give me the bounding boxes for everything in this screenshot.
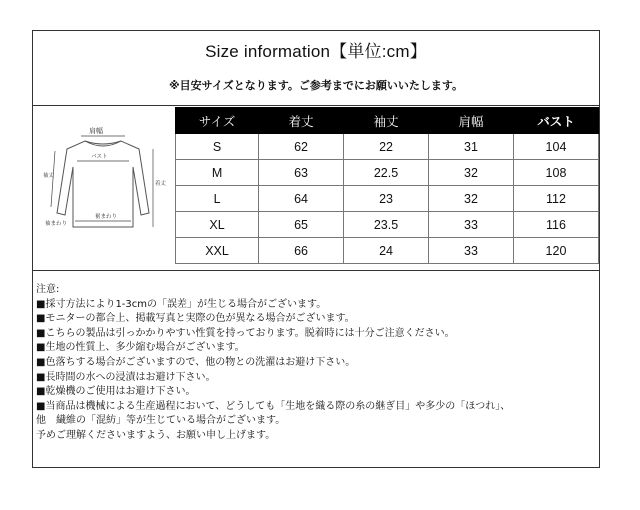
- header-sleeve: 袖丈: [343, 108, 428, 134]
- page-title: Size information【単位:cm】: [205, 42, 427, 61]
- cell-length: 64: [259, 186, 344, 212]
- cell-sleeve: 23.5: [343, 212, 428, 238]
- cell-shoulder: 31: [429, 134, 514, 160]
- cell-sleeve: 24: [343, 238, 428, 264]
- note-item: 他 繊維の「混紡」等が生じている場合がございます。: [36, 415, 286, 427]
- note-item: ■モニターの都合上、掲載写真と実際の色が異なる場合がございます。: [36, 313, 355, 325]
- cell-bust: 116: [513, 212, 598, 238]
- diagram-label-sleeve: 袖丈: [43, 173, 55, 179]
- cell-bust: 120: [513, 238, 598, 264]
- table-row: [176, 160, 599, 186]
- page-subtitle: ※目安サイズとなります。ご参考までにお願いいたします。: [168, 79, 464, 92]
- note-item: ■乾燥機のご使用はお避け下さい。: [36, 386, 196, 398]
- cell-sleeve: 23: [343, 186, 428, 212]
- cell-size: S: [176, 134, 259, 160]
- header-section: [33, 31, 599, 106]
- note-item: ■こちらの製品は引っかかりやすい性質を持っております。脱着時には十分ご注意ください。: [36, 327, 455, 339]
- cell-length: 65: [259, 212, 344, 238]
- cell-shoulder: 32: [429, 160, 514, 186]
- cell-bust: 104: [513, 134, 598, 160]
- size-table: [175, 107, 599, 264]
- cell-length: 62: [259, 134, 344, 160]
- note-closing: 予めご理解くださいますよう、お願い申し上げます。: [36, 429, 276, 441]
- note-item: ■色落ちする場合がございますので、他の物との洗濯はお避け下さい。: [36, 356, 356, 368]
- header-bust: バスト: [513, 108, 598, 134]
- cell-sleeve: 22: [343, 134, 428, 160]
- diagram-label-hem: 裾まわり: [95, 214, 118, 220]
- note-item: ■長時間の水への浸漬はお避け下さい。: [36, 371, 216, 383]
- cell-sleeve: 22.5: [343, 160, 428, 186]
- table-row: [176, 238, 599, 264]
- cell-bust: 112: [513, 186, 598, 212]
- note-item: ■当商品は機械による生産過程において、どうしても「生地を織る際の糸の継ぎ目」や多少の「ほつれ」、: [36, 400, 511, 412]
- note-item: ■生地の性質上、多少縮む場合がございます。: [36, 342, 245, 354]
- table-row: [176, 134, 599, 160]
- cell-shoulder: 33: [429, 238, 514, 264]
- cell-size: XXL: [176, 238, 259, 264]
- cell-size: XL: [176, 212, 259, 238]
- diagram-label-shoulder: 肩幅: [89, 127, 103, 135]
- cell-size: M: [176, 160, 259, 186]
- cell-size: L: [176, 186, 259, 212]
- cell-shoulder: 32: [429, 186, 514, 212]
- garment-diagram: [43, 127, 167, 247]
- notes-heading: 注意:: [36, 284, 60, 295]
- header-shoulder: 肩幅: [429, 108, 514, 134]
- cell-shoulder: 33: [429, 212, 514, 238]
- note-item: ■採寸方法により1-3cmの「誤差」が生じる場合がございます。: [36, 298, 327, 310]
- table-row: [176, 186, 599, 212]
- size-info-panel: [32, 30, 600, 468]
- header-length: 着丈: [259, 108, 344, 134]
- diagram-label-length: 着丈: [155, 181, 167, 187]
- table-row: [176, 212, 599, 238]
- cell-length: 63: [259, 160, 344, 186]
- notes-section: [36, 283, 596, 444]
- diagram-label-bust: バスト: [91, 154, 108, 160]
- size-table-header-row: [176, 108, 599, 134]
- cell-bust: 108: [513, 160, 598, 186]
- measurement-section: [33, 105, 599, 271]
- header-size: サイズ: [176, 108, 259, 134]
- cell-length: 66: [259, 238, 344, 264]
- diagram-label-cuff: 袖まわり: [45, 221, 68, 227]
